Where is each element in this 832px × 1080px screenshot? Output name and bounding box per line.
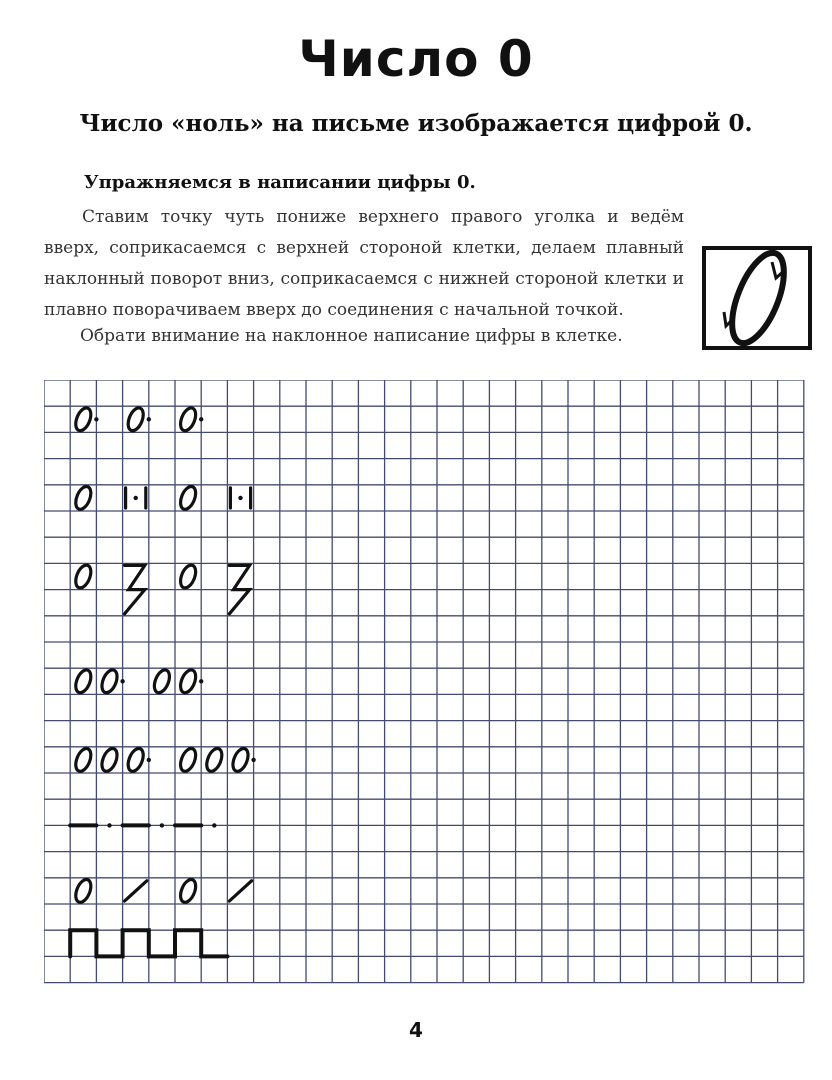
practice-zero	[99, 746, 120, 773]
practice-zero	[178, 484, 199, 511]
practice-zero	[73, 484, 94, 511]
practice-zero	[73, 746, 94, 773]
slant-note: Обрати внимание на наклонное написание цифры в клетке.	[80, 326, 623, 346]
grid-lines	[44, 380, 804, 983]
practice-zero	[151, 668, 172, 695]
page-number: 4	[409, 1018, 423, 1042]
practice-grid	[44, 380, 826, 1006]
practice-slash	[229, 881, 251, 901]
practice-zero	[99, 668, 120, 695]
practice-dot	[120, 679, 124, 683]
instructions-paragraph: Ставим точку чуть пониже верхнего правого уголка и ведём вверх, соприкасаемся с верхней стороной клетки, делаем плавный наклонный поворот вниз, соприкасаемся с нижней стороной клетки и плавно поворачиваем вверх до соединения с начальной точкой.	[44, 207, 684, 320]
practice-zero	[125, 746, 146, 773]
page-subtitle: Число «ноль» на письме изображается цифрой 0.	[79, 110, 753, 137]
practice-zero	[73, 877, 94, 904]
practice-dot	[212, 823, 216, 827]
practice-dot	[94, 417, 98, 421]
practice-dot	[199, 679, 203, 683]
digit-writing-diagram	[702, 246, 812, 350]
practice-dot	[160, 823, 164, 827]
practice-square-wave	[70, 930, 227, 956]
practice-dot	[107, 823, 111, 827]
practice-dot	[147, 758, 151, 762]
practice-zero	[204, 746, 225, 773]
practice-zero	[178, 563, 199, 590]
practice-dot	[147, 417, 151, 421]
practice-zero	[73, 563, 94, 590]
practice-zero	[178, 668, 199, 695]
practice-zero	[125, 406, 146, 433]
practice-dot	[238, 496, 242, 500]
practice-zero	[178, 877, 199, 904]
practice-dot	[134, 496, 138, 500]
practice-dot	[251, 758, 255, 762]
page-title: Число 0	[298, 30, 534, 88]
practice-zero	[230, 746, 251, 773]
practice-zero	[73, 668, 94, 695]
exercise-heading: Упражняемся в написании цифры 0.	[84, 172, 476, 193]
practice-slash	[125, 881, 147, 901]
practice-zero	[73, 406, 94, 433]
practice-zigzag	[125, 565, 145, 613]
practice-zigzag	[229, 565, 249, 613]
practice-dot	[199, 417, 203, 421]
practice-zero	[178, 406, 199, 433]
practice-zero	[178, 746, 199, 773]
